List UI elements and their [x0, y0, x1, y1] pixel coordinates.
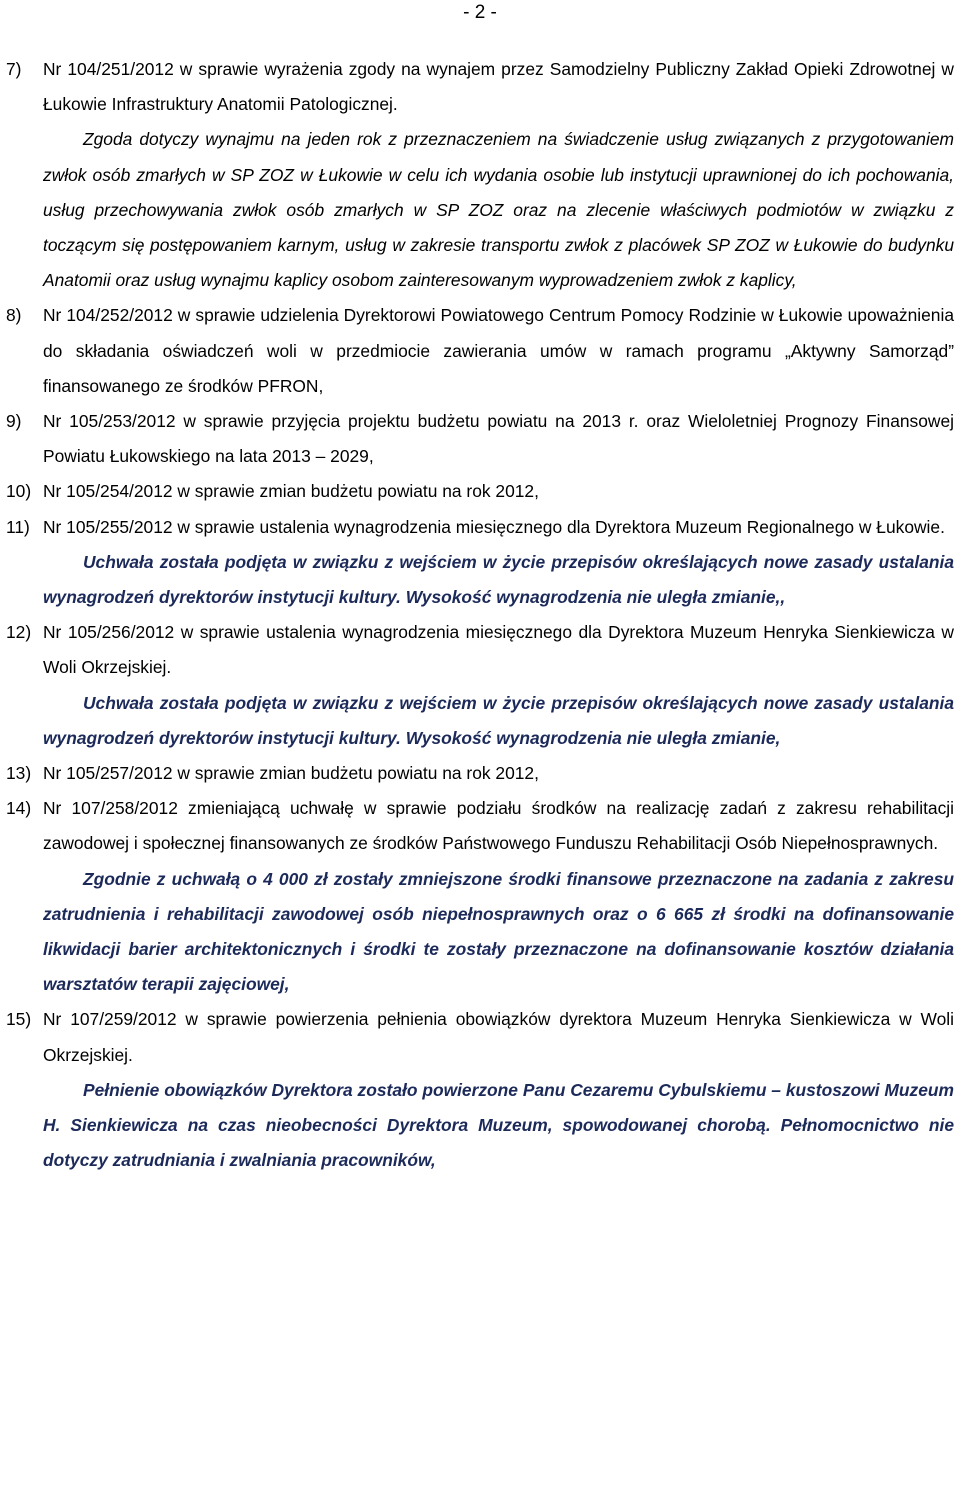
list-item-number: 13) [6, 763, 32, 784]
item-12-note [6, 686, 954, 756]
note-text: Uchwała została podjęta w związku z wejściem w życie przepisów określających nowe zasady ustalania wynagrodzeń dyrektorów instytucji kultury. Wysokość wynagrodzenia nie uległa zmianie,, [43, 551, 954, 608]
document-body [6, 52, 954, 1179]
page-number: - 2 - [463, 2, 497, 23]
list-item-15 [6, 1002, 954, 1072]
list-item-number: 10) [6, 481, 32, 502]
note-text: Pełnienie obowiązków Dyrektora zostało powierzone Panu Cezaremu Cybulskiemu – kustoszowi Muzeum H. Sienkiewicza na czas nieobecności Dyrektora Muzeum, spowodowanej chorobą. Pełnomocnictwo nie dotyczy zatrudniania i zwalniania pracowników, [43, 1079, 954, 1171]
list-item-text: Nr 105/253/2012 w sprawie przyjęcia projektu budżetu powiatu na 2013 r. oraz Wieloletniej Prognozy Finansowej Powiatu Łukowskiego na lata 2013 – 2029, [43, 411, 954, 467]
list-item-number: 8) [6, 305, 22, 326]
list-item-10 [6, 474, 954, 509]
list-item-number: 11) [6, 516, 30, 537]
list-item-7 [6, 52, 954, 122]
list-item-text: Nr 104/252/2012 w sprawie udzielenia Dyrektorowi Powiatowego Centrum Pomocy Rodzinie w Łukowie upoważnienia do składania oświadczeń woli w przedmiocie zawierania umów w ramach programu „Aktywny Samorząd” finansowanego ze środków PFRON, [43, 305, 954, 396]
list-item-text: Nr 104/251/2012 w sprawie wyrażenia zgody na wynajem przez Samodzielny Publiczny Zakład Opieki Zdrowotnej w Łukowie Infrastruktury Anatomii Patologicznej. [43, 59, 954, 115]
list-item-number: 7) [6, 59, 22, 79]
list-item-11 [6, 510, 954, 545]
list-item-number: 14) [6, 798, 32, 819]
note-text: Uchwała została podjęta w związku z wejściem w życie przepisów określających nowe zasady ustalania wynagrodzeń dyrektorów instytucji kultury. Wysokość wynagrodzenia nie uległa zmianie, [43, 692, 954, 748]
list-item-9 [6, 404, 954, 474]
item-15-note [6, 1073, 954, 1179]
note-text: Zgoda dotyczy wynajmu na jeden rok z przeznaczeniem na świadczenie usług związanych z przygotowaniem zwłok osób zmarłych w SP ZOZ w Łukowie w celu ich wydania osobie lub instytucji uprawnionej do ich pochowania, usług przechowywania zwłok osób zmarłych w SP ZOZ oraz na zlecenie właściwych podmiotów w związku z toczącym się postępowaniem karnym, usług w zakresie transportu zwłok z placówek SP ZOZ w Łukowie do budynku Anatomii oraz usług wynajmu kaplicy osobom zainteresowanym wyprowadzeniem zwłok z kaplicy, [43, 129, 954, 291]
list-item-text: Nr 105/257/2012 w sprawie zmian budżetu powiatu na rok 2012, [43, 763, 539, 784]
list-item-number: 9) [6, 411, 22, 432]
list-item-text: Nr 105/256/2012 w sprawie ustalenia wynagrodzenia miesięcznego dla Dyrektora Muzeum Henryka Sienkiewicza w Woli Okrzejskiej. [43, 622, 954, 678]
list-item-13 [6, 756, 954, 791]
item-7-note [6, 122, 954, 298]
list-item-text: Nr 105/254/2012 w sprawie zmian budżetu powiatu na rok 2012, [43, 481, 539, 502]
list-item-text: Nr 107/259/2012 w sprawie powierzenia pełnienia obowiązków dyrektora Muzeum Henryka Sienkiewicza w Woli Okrzejskiej. [43, 1009, 954, 1065]
item-14-note [6, 862, 954, 1003]
list-item-12 [6, 615, 954, 685]
list-item-text: Nr 107/258/2012 zmieniającą uchwałę w sprawie podziału środków na realizację zadań z zakresu rehabilitacji zawodowej i społecznej finansowanych ze środków Państwowego Funduszu Rehabilitacji Osób Niepełnosprawnych. [43, 798, 954, 854]
note-text: Zgodnie z uchwałą o 4 000 zł zostały zmniejszone środki finansowe przeznaczone na zadania z zakresu zatrudnienia i rehabilitacji zawodowej osób niepełnosprawnych oraz o 6 665 zł środki na dofinansowanie likwidacji barier architektonicznych i środki te zostały przeznaczone na dofinansowanie kosztów działania warsztatów terapii zajęciowej, [43, 868, 954, 995]
item-11-note [6, 545, 954, 615]
list-item-text: Nr 105/255/2012 w sprawie ustalenia wynagrodzenia miesięcznego dla Dyrektora Muzeum Regionalnego w Łukowie. [43, 516, 945, 537]
list-item-8 [6, 298, 954, 404]
list-item-14 [6, 791, 954, 861]
list-item-number: 12) [6, 622, 32, 643]
list-item-number: 15) [6, 1009, 32, 1030]
